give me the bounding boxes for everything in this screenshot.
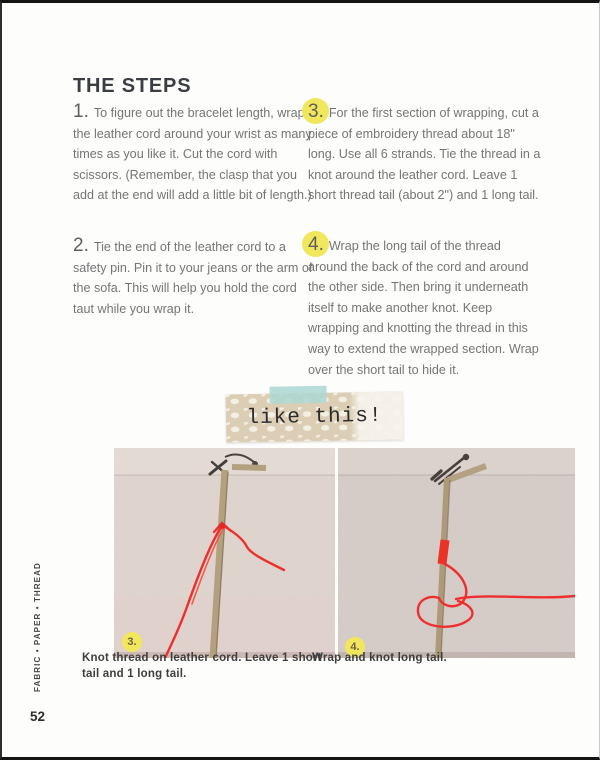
- step-1-number: 1.: [73, 101, 89, 122]
- photo-badge-3: 3.: [122, 632, 142, 652]
- photo-step-3: [114, 448, 335, 658]
- step-2-number: 2.: [73, 235, 89, 256]
- like-this-banner: [226, 391, 404, 442]
- tape-icon: [269, 386, 326, 404]
- wrapped-section: [442, 540, 445, 564]
- photo-badge-4: 4.: [345, 637, 365, 657]
- step-3: [308, 102, 542, 206]
- step-3-number-highlight: 3.: [308, 101, 324, 122]
- step-2: [73, 236, 313, 319]
- step-1: [73, 102, 313, 206]
- page-title: THE STEPS: [73, 75, 192, 97]
- step-3-text: For the first section of wrapping, cut a piece of embroidery thread about 18" long. Use all 6 strands. Tie the thread in a knot around the leather cord. Leave 1 short thread tail (about 2") and 1 long tail.: [308, 106, 541, 203]
- photo-step-3-illustration: [114, 448, 335, 658]
- photo-step-4: [338, 448, 575, 658]
- step-1-text: To figure out the bracelet length, wrap the leather cord around your wrist as many times as you like it. Cut the cord with scissors. (Remember, the clasp that you add at the end will add a little bit of length.): [73, 106, 312, 203]
- step-4-number-highlight: 4.: [308, 234, 324, 255]
- step-4-text: Wrap the long tail of the thread around the back of the cord and around the other side. Then bring it underneath itself to make another knot. Keep wrapping and knotting the thread in this way to extend the wrapped section. Wrap over the short tail to hide it.: [308, 239, 539, 377]
- chapter-sidebar-label: FABRIC • PAPER • THREAD: [33, 562, 42, 692]
- caption-photo-4: Wrap and knot long tail.: [312, 652, 447, 664]
- step-4: [308, 235, 542, 380]
- page-number: 52: [30, 709, 46, 724]
- caption-photo-3: Knot thread on leather cord. Leave 1 short tail and 1 long tail.: [82, 652, 322, 680]
- like-this-label: like this!: [246, 404, 383, 430]
- photo-step-4-illustration: [338, 448, 575, 658]
- step-2-text: Tie the end of the leather cord to a safety pin. Pin it to your jeans or the arm of the sofa. This will help you hold the cord taut while you wrap it.: [73, 240, 313, 316]
